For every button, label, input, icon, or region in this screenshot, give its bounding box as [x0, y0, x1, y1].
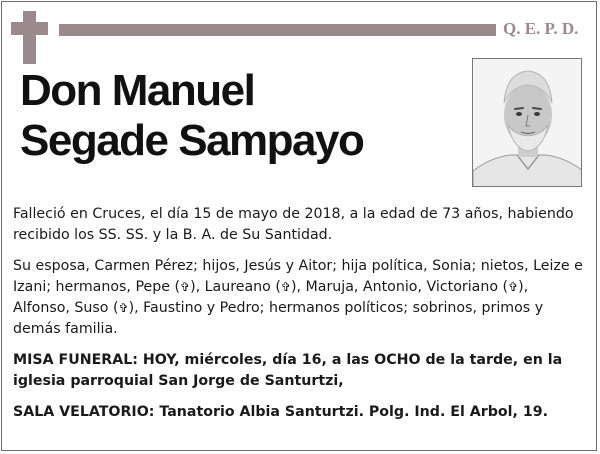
name-line-1: Don Manuel — [20, 66, 255, 115]
portrait-photo — [472, 58, 582, 187]
header-band — [59, 24, 496, 36]
cross-icon-horizontal — [11, 22, 48, 35]
deceased-cross-icon: ✞ — [118, 301, 129, 315]
death-notice: Falleció en Cruces, el día 15 de mayo de 2018, a la edad de 73 años, habiendo recibido los SS. SS. y la B. A. de Su Santidad. — [13, 206, 574, 243]
family-text-2: ), Laureano ( — [190, 279, 281, 295]
family-text-1: Su esposa, Carmen Pérez; hijos, Jesús y Aitor; hija política, Sonia; nietos, Leize e Izani; hermanos, Pepe ( — [13, 258, 583, 295]
deceased-cross-icon: ✞ — [280, 280, 291, 294]
portrait-icon — [473, 59, 582, 187]
qepd-label: Q. E. P. D. — [503, 19, 579, 38]
funeral-mass: MISA FUNERAL: HOY, miércoles, día 16, a las OCHO de la tarde, en la iglesia parroquial San Jorge de Santurtzi, — [13, 352, 563, 389]
family-list — [13, 256, 583, 340]
name-line-2: Segade Sampayo — [20, 116, 364, 165]
obituary-body — [13, 204, 583, 433]
deceased-name — [20, 66, 363, 166]
deceased-cross-icon: ✞ — [508, 280, 519, 294]
family-text-3: ), Maruja, Antonio, Victoriano ( — [290, 279, 509, 295]
cross-icon-vertical — [23, 11, 36, 64]
family-text-4: ), Alfonso, Suso ( — [13, 279, 529, 316]
wake-room: SALA VELATORIO: Tanatorio Albia Santurtzi. Polg. Ind. El Arbol, 19. — [13, 404, 548, 420]
deceased-cross-icon: ✞ — [180, 280, 191, 294]
family-text-5: ), Faustino y Pedro; hermanos políticos; sobrinos, primos y demás familia. — [13, 300, 544, 337]
